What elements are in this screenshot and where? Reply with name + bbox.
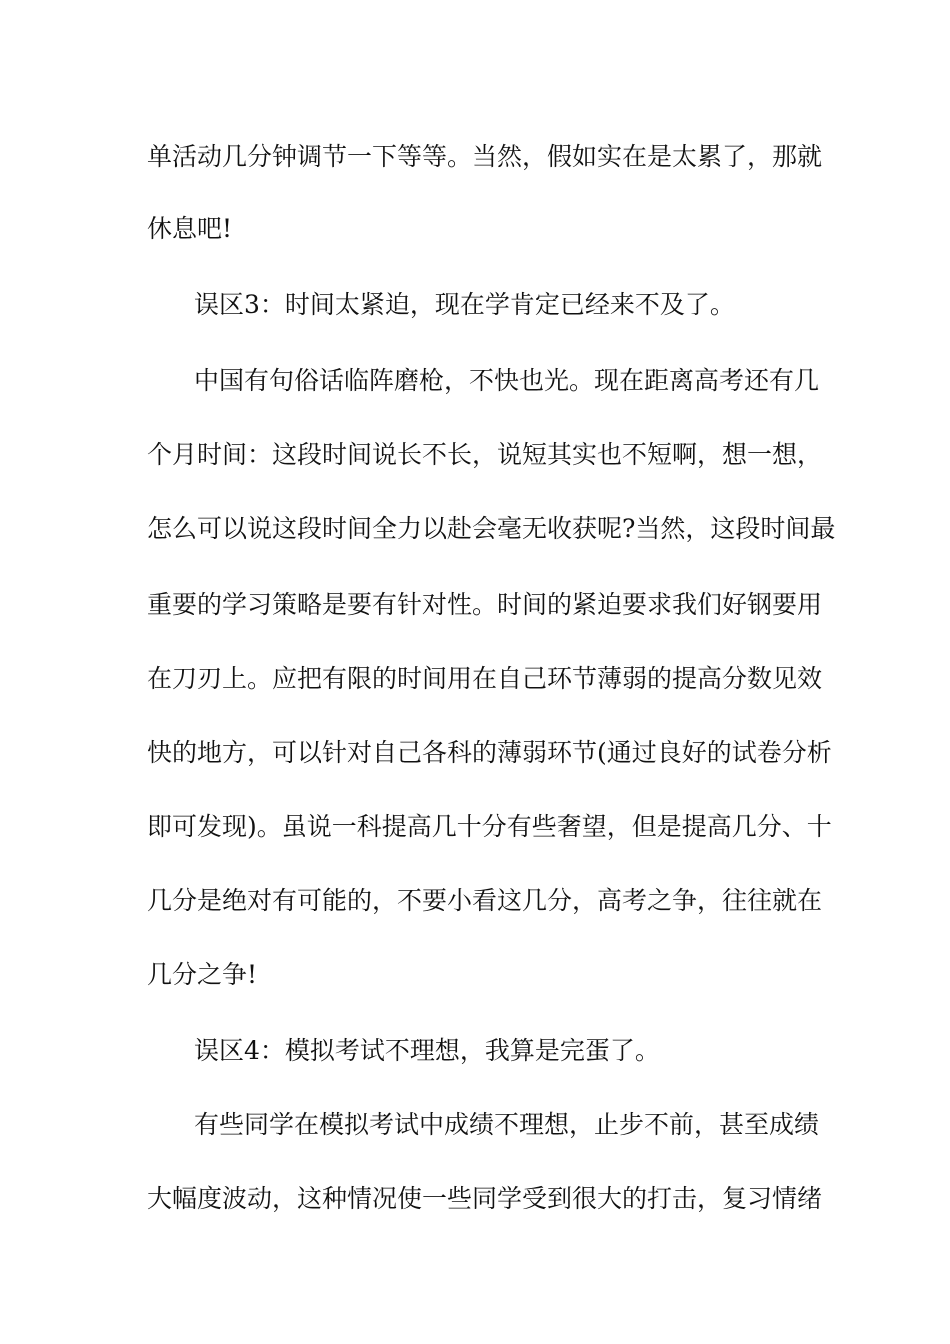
text-line-11: 几分是绝对有可能的，不要小看这几分，高考之争，往往就在	[147, 886, 823, 915]
text-line-5: 个月时间：这段时间说长不长，说短其实也不短啊，想一想，	[147, 440, 823, 469]
text-line-9: 快的地方，可以针对自己各科的薄弱环节(通过良好的试卷分析	[147, 738, 832, 767]
text-line-8: 在刀刃上。应把有限的时间用在自己环节薄弱的提高分数见效	[147, 664, 823, 693]
heading-misconception-4: 误区4：模拟考试不理想，我算是完蛋了。	[194, 1036, 660, 1065]
text-line-15: 大幅度波动，这种情况使一些同学受到很大的打击，复习情绪	[147, 1184, 823, 1213]
text-line-14: 有些同学在模拟考试中成绩不理想，止步不前，甚至成绩	[194, 1110, 820, 1139]
text-line-7: 重要的学习策略是要有针对性。时间的紧迫要求我们好钢要用	[147, 590, 823, 619]
text-line-1: 单活动几分钟调节一下等等。当然，假如实在是太累了，那就	[147, 142, 823, 171]
text-line-4: 中国有句俗话临阵磨枪，不快也光。现在距离高考还有几	[194, 366, 820, 395]
text-line-2: 休息吧!	[147, 214, 233, 243]
text-line-10: 即可发现)。虽说一科提高几十分有些奢望，但是提高几分、十	[147, 812, 832, 841]
heading-misconception-3: 误区3：时间太紧迫，现在学肯定已经来不及了。	[194, 290, 735, 319]
text-line-12: 几分之争!	[147, 960, 258, 989]
text-line-6: 怎么可以说这段时间全力以赴会毫无收获呢?当然，这段时间最	[147, 514, 836, 543]
